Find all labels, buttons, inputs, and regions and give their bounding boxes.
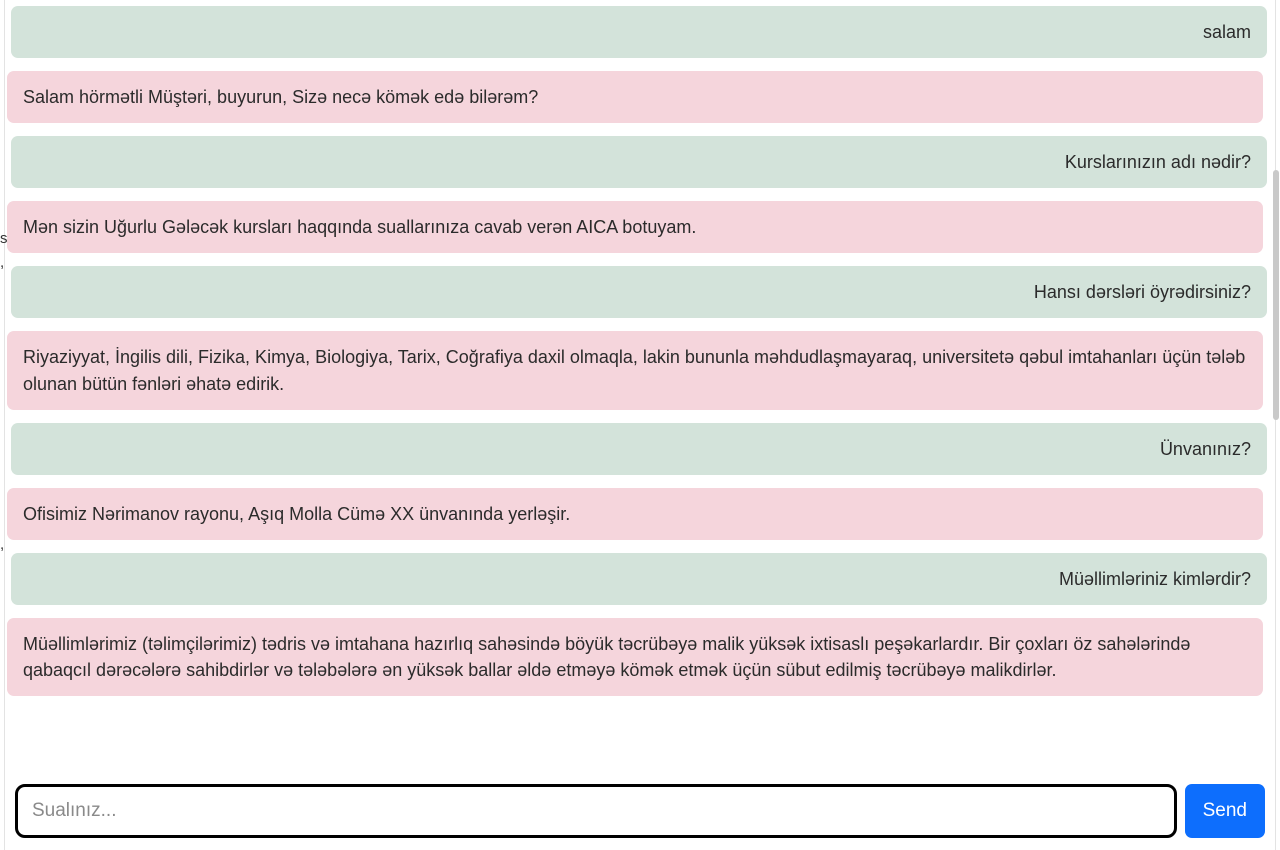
user-message: Müəllimləriniz kimlərdir? (11, 553, 1267, 605)
question-input[interactable] (15, 784, 1177, 838)
user-message: Ünvanınız? (11, 423, 1267, 475)
background-text-fragment-2: , (0, 254, 5, 271)
bot-message: Müəllimlərimiz (təlimçilərimiz) tədris və imtahana hazırlıq sahəsində böyük təcrübəyə malik yüksək ixtisaslı peşəkarlardır. Bir çoxları öz sahələrində qabaqcıl dərəcələrə sahibdirlər və tələbələrə ən yüksək ballar əldə etməyə kömək etmək üçün sübut edilmiş təcrübəyə malikdirlər. (7, 618, 1263, 696)
user-message: salam (11, 6, 1267, 58)
scrollbar-thumb[interactable] (1273, 170, 1279, 420)
user-message: Kurslarınızın adı nədir? (11, 136, 1267, 188)
bot-message: Riyaziyyat, İngilis dili, Fizika, Kimya, Biologiya, Tarix, Coğrafiya daxil olmaqla, lakin bununla məhdudlaşmayaraq, universitetə qəbul imtahanları üçün tələb olunan bütün fənləri əhatə edirik. (7, 331, 1263, 409)
chat-panel (5, 0, 1275, 850)
message-list[interactable] (5, 0, 1275, 774)
bot-message: Salam hörmətli Müştəri, buyurun, Sizə necə kömək edə bilərəm? (7, 71, 1263, 123)
bot-message: Mən sizin Uğurlu Gələcək kursları haqqında suallarınıza cavab verən AICA botuyam. (7, 201, 1263, 253)
background-text-fragment-1: s (0, 230, 8, 247)
background-text-fragment-3: , (0, 536, 5, 553)
user-message: Hansı dərsləri öyrədirsiniz? (11, 266, 1267, 318)
bot-message: Ofisimiz Nərimanov rayonu, Aşıq Molla Cümə XX ünvanında yerləşir. (7, 488, 1263, 540)
message-composer (5, 774, 1275, 850)
scrollbar-track[interactable] (1272, 0, 1280, 850)
send-button[interactable]: Send (1185, 784, 1265, 838)
